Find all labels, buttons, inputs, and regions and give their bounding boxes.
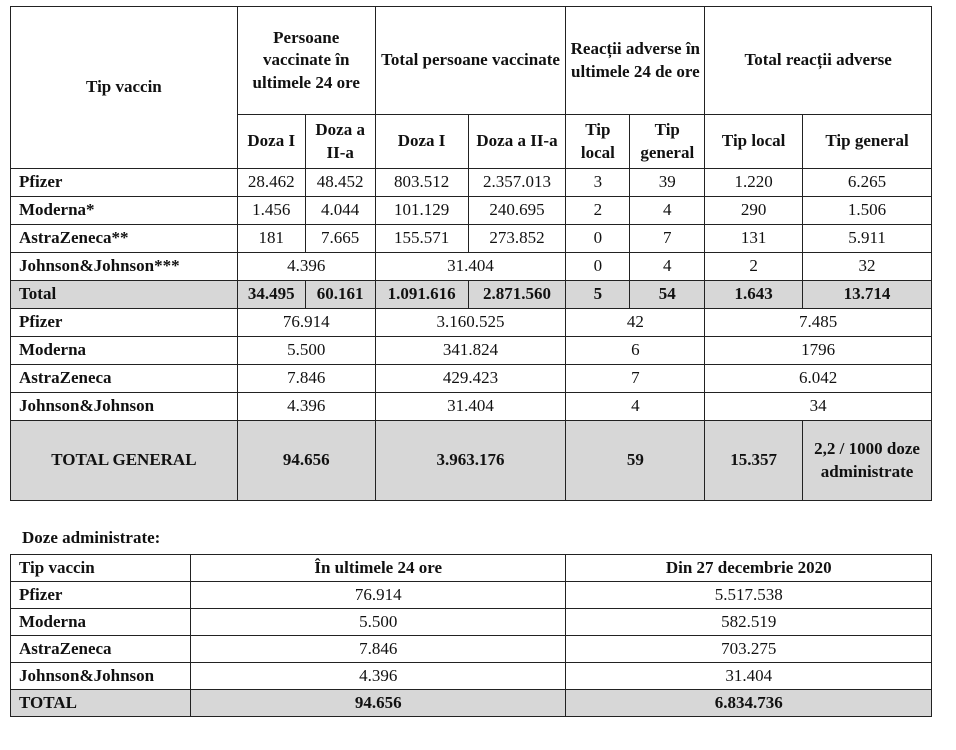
cell: 7.665 (305, 225, 375, 253)
cell: 60.161 (305, 281, 375, 309)
cell: 3 (566, 169, 630, 197)
cell: 1.091.616 (375, 281, 468, 309)
cell: 31.404 (375, 253, 566, 281)
cell: 2 (566, 197, 630, 225)
table-row (11, 663, 932, 690)
summary-row (11, 393, 932, 421)
table-row (11, 253, 932, 281)
vaccine-name: Johnson&Johnson (11, 393, 238, 421)
summary-row (11, 337, 932, 365)
total-row (11, 690, 932, 717)
vaccination-table (10, 6, 932, 501)
subheader-tip-general: Tip general (630, 115, 705, 169)
total-general-label: TOTAL GENERAL (11, 421, 238, 501)
vaccine-name: AstraZeneca (11, 636, 191, 663)
cell: 181 (237, 225, 305, 253)
cell: 3.963.176 (375, 421, 566, 501)
cell: 155.571 (375, 225, 468, 253)
cell: 6.265 (803, 169, 932, 197)
table-row (11, 609, 932, 636)
cell: 59 (566, 421, 705, 501)
cell: 42 (566, 309, 705, 337)
subheader-doza2: Doza a II-a (305, 115, 375, 169)
cell: 273.852 (468, 225, 566, 253)
subheader-tip-general: Tip general (803, 115, 932, 169)
cell: 6.042 (705, 365, 932, 393)
cell: 2 (705, 253, 803, 281)
cell: 1.643 (705, 281, 803, 309)
subheader-tip-local: Tip local (705, 115, 803, 169)
cell: 4 (630, 197, 705, 225)
cell: 429.423 (375, 365, 566, 393)
cell: 5.911 (803, 225, 932, 253)
table-row (11, 169, 932, 197)
cell: 48.452 (305, 169, 375, 197)
cell: 34 (705, 393, 932, 421)
cell: 28.462 (237, 169, 305, 197)
cell: 341.824 (375, 337, 566, 365)
cell: 4 (566, 393, 705, 421)
vaccine-name: AstraZeneca (11, 365, 238, 393)
cell: 290 (705, 197, 803, 225)
vaccine-name: AstraZeneca** (11, 225, 238, 253)
cell: 54 (630, 281, 705, 309)
cell: 5.517.538 (566, 582, 932, 609)
vaccine-name: Johnson&Johnson (11, 663, 191, 690)
cell: 76.914 (190, 582, 566, 609)
cell: 5.500 (237, 337, 375, 365)
cell: 34.495 (237, 281, 305, 309)
total-general-row (11, 421, 932, 501)
cell: 31.404 (375, 393, 566, 421)
cell: 582.519 (566, 609, 932, 636)
table-row (11, 636, 932, 663)
cell: 4.396 (190, 663, 566, 690)
cell: 5.500 (190, 609, 566, 636)
cell: 1.456 (237, 197, 305, 225)
cell: 7 (566, 365, 705, 393)
cell: 7 (630, 225, 705, 253)
cell: 31.404 (566, 663, 932, 690)
subheader-tip-local: Tip local (566, 115, 630, 169)
header-since-date: Din 27 decembrie 2020 (566, 555, 932, 582)
cell: 1.506 (803, 197, 932, 225)
cell: 4.396 (237, 253, 375, 281)
header-last-24h: În ultimele 24 ore (190, 555, 566, 582)
cell: 0 (566, 253, 630, 281)
cell: 131 (705, 225, 803, 253)
vaccine-name: Moderna (11, 337, 238, 365)
table-row (11, 225, 932, 253)
cell: 15.357 (705, 421, 803, 501)
cell: 240.695 (468, 197, 566, 225)
cell: 76.914 (237, 309, 375, 337)
cell: 94.656 (237, 421, 375, 501)
cell: 7.485 (705, 309, 932, 337)
rate-cell: 2,2 / 1000 doze administrate (803, 421, 932, 501)
total-label: Total (11, 281, 238, 309)
cell: 2.871.560 (468, 281, 566, 309)
table-row (11, 197, 932, 225)
vaccine-name: Moderna* (11, 197, 238, 225)
header-tip-vaccin: Tip vaccin (11, 7, 238, 169)
header-tip-vaccin: Tip vaccin (11, 555, 191, 582)
cell: 7.846 (237, 365, 375, 393)
summary-row (11, 309, 932, 337)
summary-row (11, 365, 932, 393)
total-row (11, 281, 932, 309)
doses-caption: Doze administrate: (22, 528, 161, 547)
cell: 6.834.736 (566, 690, 932, 717)
header-total-reactii: Total reacții adverse (705, 7, 932, 115)
cell: 6 (566, 337, 705, 365)
vaccine-name: Moderna (11, 609, 191, 636)
cell: 5 (566, 281, 630, 309)
cell: 2.357.013 (468, 169, 566, 197)
cell: 703.275 (566, 636, 932, 663)
cell: 7.846 (190, 636, 566, 663)
subheader-doza1: Doza I (375, 115, 468, 169)
cell: 39 (630, 169, 705, 197)
cell: 1.220 (705, 169, 803, 197)
subheader-doza1: Doza I (237, 115, 305, 169)
cell: 803.512 (375, 169, 468, 197)
header-reactii-24: Reacții adverse în ultimele 24 de ore (566, 7, 705, 115)
cell: 4 (630, 253, 705, 281)
vaccine-name: Pfizer (11, 309, 238, 337)
cell: 32 (803, 253, 932, 281)
vaccine-name: Pfizer (11, 169, 238, 197)
cell: 4.396 (237, 393, 375, 421)
cell: 13.714 (803, 281, 932, 309)
cell: 1796 (705, 337, 932, 365)
header-total-persoane: Total persoane vaccinate (375, 7, 566, 115)
total-label: TOTAL (11, 690, 191, 717)
cell: 94.656 (190, 690, 566, 717)
cell: 4.044 (305, 197, 375, 225)
table-row (11, 582, 932, 609)
vaccine-name: Johnson&Johnson*** (11, 253, 238, 281)
vaccine-name: Pfizer (11, 582, 191, 609)
doses-table (10, 554, 932, 717)
subheader-doza2: Doza a II-a (468, 115, 566, 169)
header-persoane-24: Persoane vaccinate în ultimele 24 ore (237, 7, 375, 115)
cell: 3.160.525 (375, 309, 566, 337)
cell: 101.129 (375, 197, 468, 225)
cell: 0 (566, 225, 630, 253)
